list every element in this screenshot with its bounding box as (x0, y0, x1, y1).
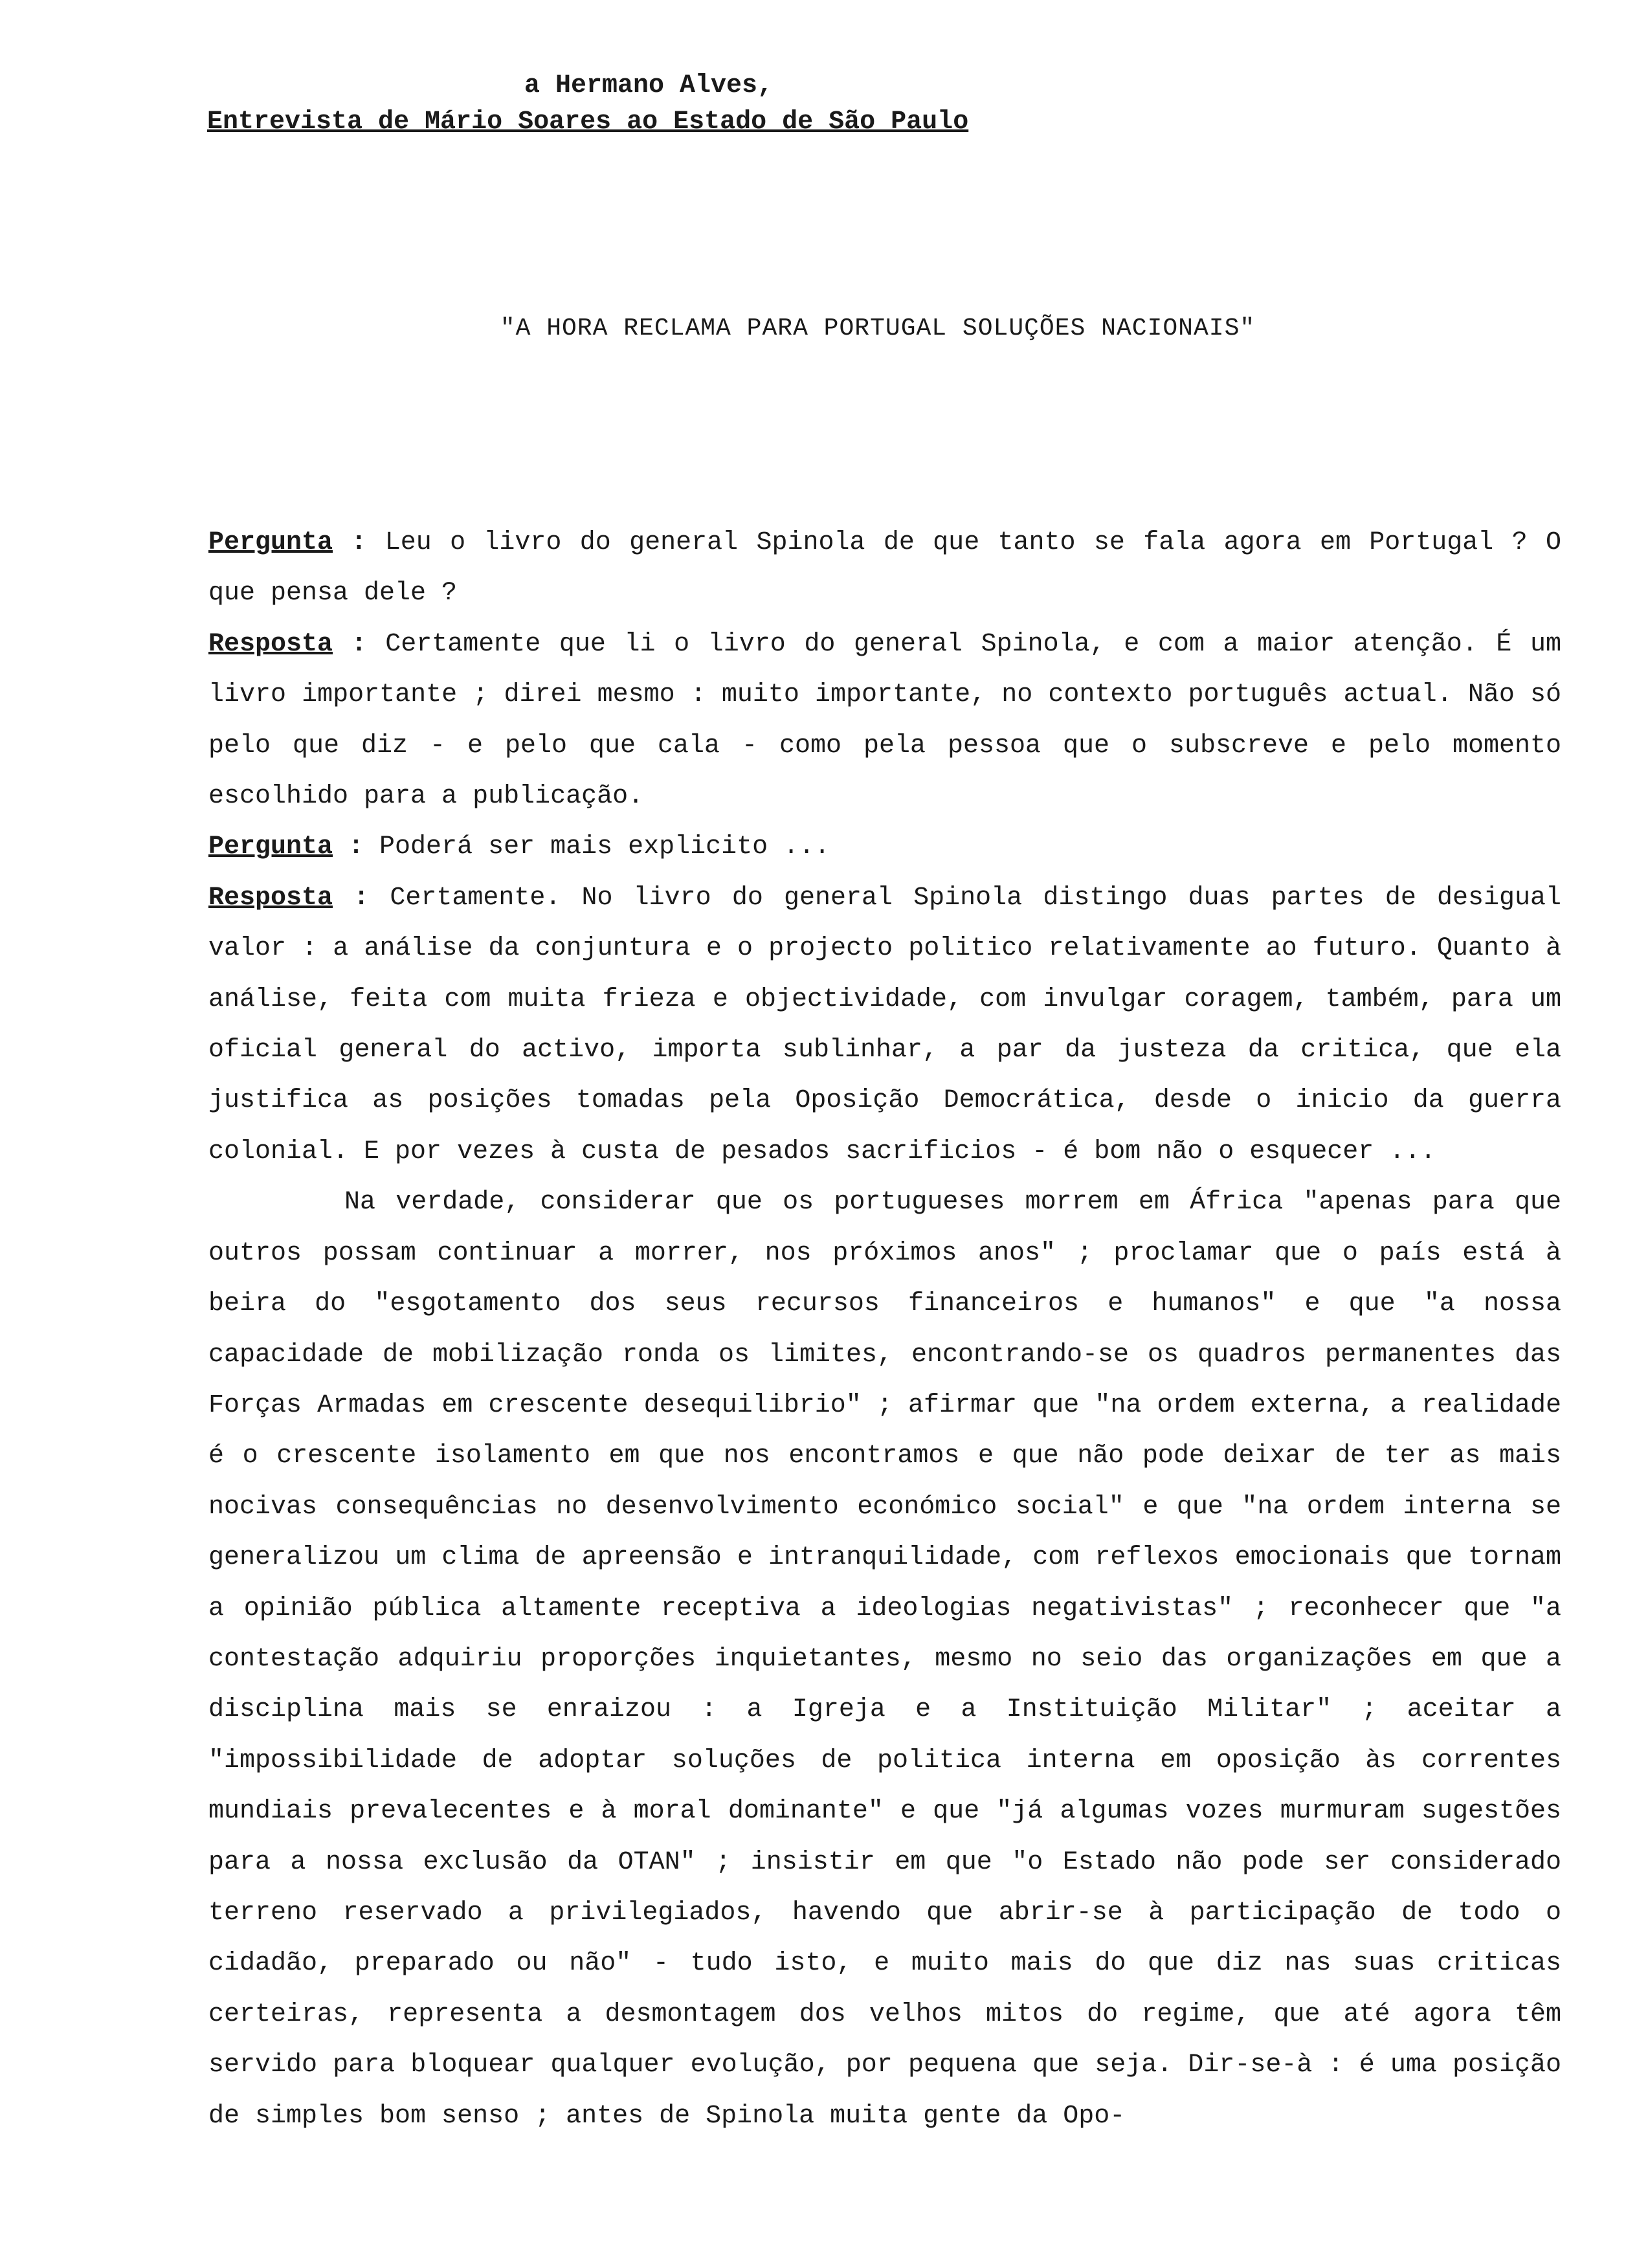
qa-separator: : (333, 629, 386, 659)
qa-separator: : (333, 832, 380, 862)
qa-item-answer-2 (208, 873, 1561, 1177)
qa-separator: : (333, 528, 385, 557)
qa-label: Pergunta (208, 528, 333, 557)
document-body (208, 518, 1561, 2142)
document-title: "A HORA RECLAMA PARA PORTUGAL SOLUÇÕES NACIONAIS" (500, 315, 1256, 342)
qa-item-question-2 (208, 822, 1561, 873)
qa-separator: : (333, 883, 390, 913)
body-paragraph: Na verdade, considerar que os portugueses morrem em África "apenas para que outros possam continuar a morrer, nos próximos anos" ; proclamar que o país está à beira do "esgotamento dos seus recursos financeiros e humanos" e que "a nossa capacidade de mobilização ronda os limites, encontrando-se os quadros permanentes das Forças Armadas em crescente desequilibrio" ; afirmar que "na ordem externa, a realidade é o crescente isolamento em que nos encontramos e que não pode deixar de ter as mais nocivas consequências no desenvolvimento económico social" e que "na ordem interna se generalizou um clima de apreensão e intranquilidade, com reflexos emocionais que tornam a opinião pública altamente receptiva a ideologias negativistas" ; reconhecer que "a contestação adquiriu proporções inquietantes, mesmo no seio das organizações em que a disciplina mais se enraizou : a Igreja e a Instituição Militar" ; aceitar a "impossibilidade de adoptar soluções de politica interna em oposição às correntes mundiais prevalecentes e à moral dominante" e que "já algumas vozes murmuram sugestões para a nossa exclusão da OTAN" ; insistir em que "o Estado não pode ser considerado terreno reservado a privilegiados, havendo que abrir-se à participação de todo o cidadão, preparado ou não" - tudo isto, e muito mais do que diz nas suas criticas certeiras, representa a desmontagem dos velhos mitos do regime, que até agora têm servido para bloquear qualquer evolução, por pequena que seja. Dir-se-à : é uma posição de simples bom senso ; antes de Spinola muita gente da Opo- (208, 1188, 1561, 2131)
letter-header (207, 68, 1178, 140)
qa-label: Resposta (208, 629, 333, 659)
qa-text: Poderá ser mais explicito ... (379, 832, 830, 862)
subject-line: Entrevista de Mário Soares ao Estado de São Paulo (207, 107, 969, 137)
qa-text: Certamente. No livro do general Spinola distingo duas partes de desigual valor : a análise da conjuntura e o projecto politico relativamente ao futuro. Quanto à análise, feita com muita frieza e objectividade, com invulgar coragem, também, para um oficial general do activo, importa sublinhar, a par da justeza da critica, que ela justifica as posições tomadas pela Oposição Democrática, desde o inicio da guerra colonial. E por vezes à custa de pesados sacrificios - é bom não o esquecer ... (208, 883, 1562, 1166)
qa-text: Leu o livro do general Spinola de que tanto se fala agora em Portugal ? O que pensa dele ? (208, 528, 1561, 608)
qa-item-question-1 (208, 518, 1561, 619)
qa-text: Certamente que li o livro do general Spinola, e com a maior atenção. É um livro importante ; direi mesmo : muito importante, no contexto português actual. Não só pelo que diz - e pelo que cala - como pela pessoa que o subscreve e pelo momento escolhido para a publicação. (208, 629, 1561, 812)
addressee-line: a Hermano Alves, (524, 71, 774, 100)
qa-item-answer-1 (208, 619, 1561, 823)
qa-label: Resposta (208, 883, 333, 913)
qa-label: Pergunta (208, 832, 333, 862)
